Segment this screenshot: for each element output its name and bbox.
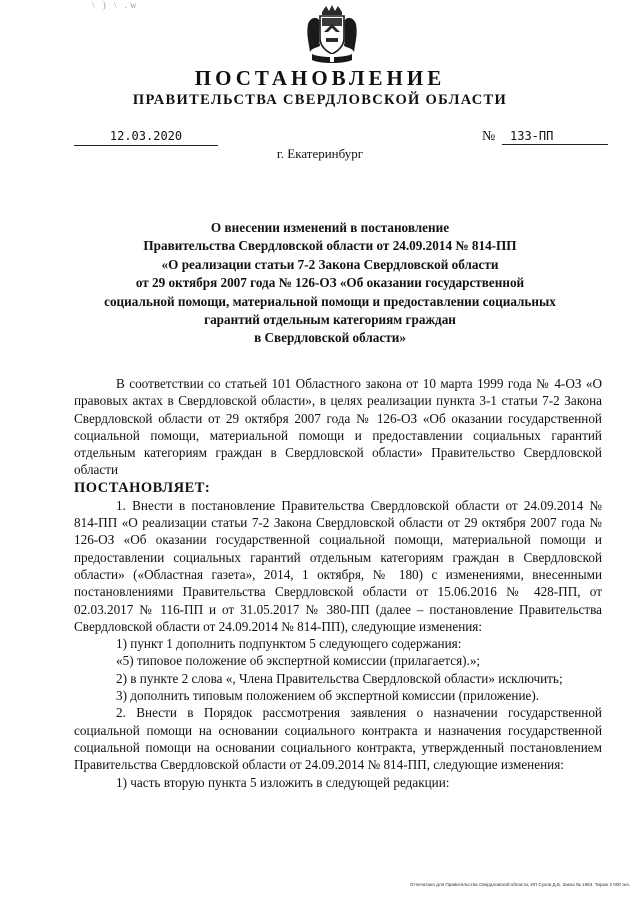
document-heading	[60, 219, 600, 348]
city: г. Екатеринбург	[276, 146, 364, 161]
number-label: №	[482, 129, 496, 144]
print-note: Отпечатано для Правительства Свердловской области, ИП Сухов Д.Б. Заказ № 1963. Тираж 2 000 экз.	[409, 882, 630, 887]
resolves-label: ПОСТАНОВЛЯЕТ:	[74, 479, 211, 496]
document-title: ПОСТАНОВЛЕНИЕ	[194, 66, 446, 90]
clause-paragraph: 2. Внести в Порядок рассмотрения заявления о назначении государственной социальной помощи на основании социального контракта и назначения государственной социальной помощи на основании социального контракта, утвержденный постановлением Правительства Свердловской области от 24.09.2014 № 814-ПП, следующие изменения:	[74, 705, 602, 773]
document-date: 12.03.2020	[74, 127, 218, 146]
clause-paragraph: 1. Внести в постановление Правительства Свердловской области от 24.09.2014 № 814-ПП «О реализации статьи 7-2 Закона Свердловской области от 29 октября 2007 года № 126-ОЗ «Об оказании государственной социальной помощи, материальной помощи и предоставлении социальных гарантий отдельным категориям граждан в Свердловской области» («Областная газета», 2014, 1 октября, № 180) с изменениями, внесенными постановлениями Правительства Свердловской области от 15.06.2016 № 428-ПП, от 02.03.2017 № 116-ПП и от 31.05.2017 № 380-ПП (далее – постановление Правительства Свердловской области от 24.09.2014 № 814-ПП), следующие изменения:	[74, 497, 602, 634]
coat-of-arms-icon	[300, 2, 364, 66]
clause-paragraph: 3) дополнить типовым положением об экспертной комиссии (приложение).	[116, 688, 540, 704]
heading-line: О внесении изменений в постановление	[210, 220, 450, 235]
document-body	[74, 375, 602, 791]
clause-paragraph: «5) типовое положение об экспертной комиссии (прилагается).»;	[116, 653, 481, 669]
scan-marks: \ ) \ .w	[92, 0, 140, 10]
preamble-paragraph: В соответствии со статьей 101 Областного закона от 10 марта 1999 года № 4-ОЗ «О правовых актах в Свердловской области», в целях реализации пункта 3-1 статьи 7-2 Закона Свердловской области от 29 октября 2007 года № 126-ОЗ «Об оказании государственной социальной помощи, материальной помощи и предоставлении социальных гарантий отдельным категориям граждан в Свердловской области» Правительство Свердловской области	[74, 376, 602, 478]
document-subtitle: ПРАВИТЕЛЬСТВА СВЕРДЛОВСКОЙ ОБЛАСТИ	[132, 92, 508, 108]
heading-line: гарантий отдельным категориям граждан	[204, 312, 456, 328]
heading-line: Правительства Свердловской области от 24.09.2014 № 814-ПП	[143, 238, 517, 254]
clause-paragraph: 1) пункт 1 дополнить подпунктом 5 следующего содержания:	[116, 636, 462, 652]
document-number: 133-ПП	[502, 127, 608, 145]
heading-line: «О реализации статьи 7-2 Закона Свердловской области	[161, 256, 499, 272]
heading-line: от 29 октября 2007 года № 126-ОЗ «Об оказании государственной	[135, 275, 525, 291]
clause-paragraph: 1) часть вторую пункта 5 изложить в следующей редакции:	[116, 774, 450, 790]
clause-paragraph: 2) в пункте 2 слова «, Члена Правительства Свердловской области» исключить;	[116, 670, 563, 686]
heading-line: в Свердловской области»	[254, 330, 406, 346]
heading-line: социальной помощи, материальной помощи и предоставлении социальных	[104, 293, 556, 309]
